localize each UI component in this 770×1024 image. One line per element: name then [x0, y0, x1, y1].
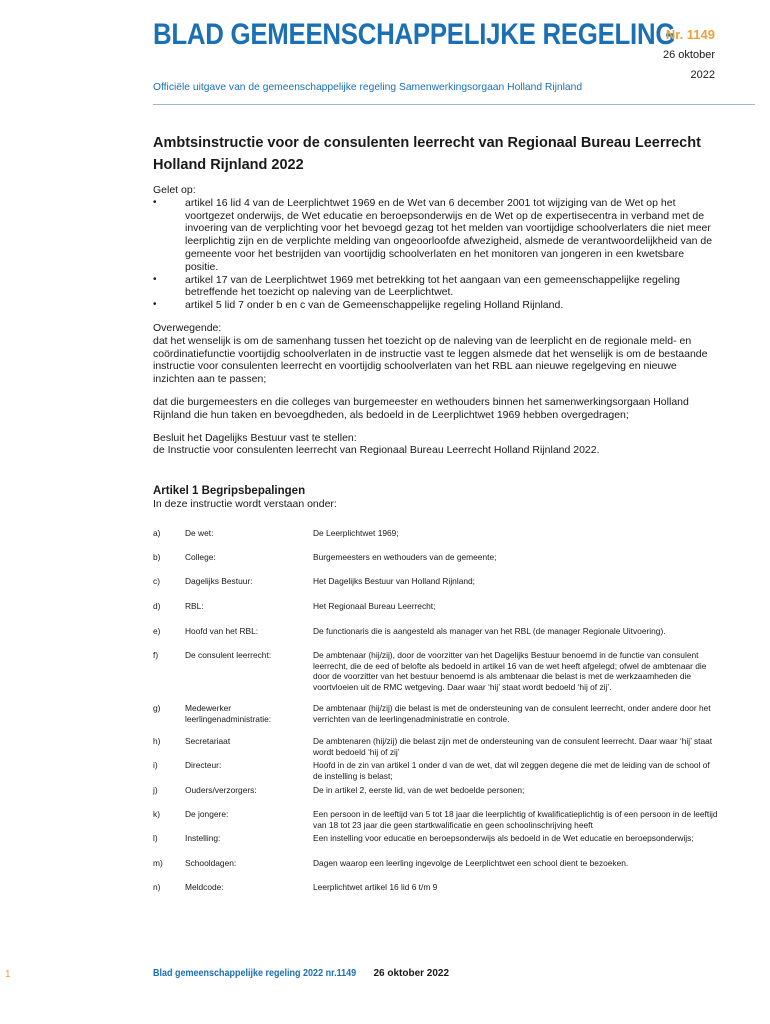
- list-item: • artikel 16 lid 4 van de Leerplichtwet 1969 en de Wet van 6 december 2001 tot wijziging van de Wet op het voortgezet onderwijs, de Wet educatie en beroepsonderwijs en de Wet op de expertisecentra in verband met de invoering van de verplichting voor het bevoegd gezag tot het melden van voortijdige schoolverlaters die niet meer leerplichtig zijn en de verplichte melding van ongeoorloofde afwezigheid, alsmede de verantwoordelijkheid van de gemeente voor het bestrijden van voortijdig schoolverlaten en het monitoren van jongeren in een kwetsbare positie.: [153, 197, 718, 274]
- gelet-op-label: Gelet op:: [153, 184, 196, 196]
- definition-description: Hoofd in de zin van artikel 1 onder d van de wet, dat wil zeggen degene die met de leiding van de school of de instelling is belast;: [313, 760, 710, 781]
- overwegende-text: dat het wenselijk is om de samenhang tussen het toezicht op de naleving van de leerplicht en de regionale meld- en coördinatiefunctie voortijdig schoolverlaten in de instructie vast te leggen alsmede dat het wenselijk is om de bestaande instructie voor consulenten leerrecht en voortijdig schoolverlaten van het RBL aan nieuwe regelgeving en nieuwe inzichten aan te passen;: [153, 334, 708, 386]
- footer-date: 26 oktober 2022: [373, 968, 450, 979]
- list-item: • artikel 5 lid 7 onder b en c van de Gemeenschappelijke regeling Holland Rijnland.: [153, 299, 718, 312]
- besluit-label: Besluit het Dagelijks Bestuur vast te stellen:: [153, 431, 357, 444]
- besluit-text: de Instructie voor consulenten leerrecht van Regionaal Bureau Leerrecht Holland Rijnland 2022.: [153, 444, 600, 457]
- definition-description: Een persoon in de leeftijd van 5 tot 18 jaar die leerplichtig of kwalificatieplichtig is of een persoon in de leeftijd van 18 tot 23 jaar die geen startkwalificatie en geen schoolinschrijving heeft: [313, 809, 718, 830]
- definition-description: De ambtenaar (hij/zij), door de voorzitter van het Dagelijks Bestuur benoemd in de functie van consulent leerrecht, die de eed of belofte als bedoeld in artikel 16 van de wet heeft afgelegd; ofwel de ambtenaar die door de voorzitter van het bestuur benoemd is als ambtenaar die belast is met de werkzaamheden die voortvloeien uit de RMC wetgeving. Daar waar ‘hij’ staat wordt bedoeld ‘hij of zij’.: [313, 650, 707, 692]
- definition-description: De ambtenaren (hij/zij) die belast zijn met de ondersteuning van de consulent leerrecht. Daar waar ‘hij’ staat wordt bedoeld ‘hij of zij’: [313, 736, 713, 757]
- burgemeesters-text: dat die burgemeesters en die colleges van burgemeester en wethouders binnen het samenwerkingsorgaan Holland Rijnland die hun taken en bevoegdheden, als bedoeld in de Leerplichtwet 1969 hebben overgedragen;: [153, 395, 689, 421]
- preamble: [153, 184, 718, 457]
- definition-term: Hoofd van het RBL:: [185, 626, 259, 636]
- definition-description: De functionaris die is aangesteld als manager van het RBL (de manager Regionale Uitvoering).: [313, 626, 666, 636]
- definition-term: RBL:: [185, 601, 204, 611]
- definition-description: De ambtenaar (hij/zij) die belast is met de ondersteuning van de consulent leerrecht, onder andere door het verrichten van de leerlingenadministratie en controle.: [313, 703, 711, 724]
- definition-letter: e): [153, 626, 161, 636]
- document-title-line-2: Holland Rijnland 2022: [153, 157, 304, 173]
- issue-year: 2022: [690, 69, 715, 81]
- definition-letter: g): [153, 703, 161, 713]
- definition-term: De jongere:: [185, 809, 229, 819]
- issue-number: Nr. 1149: [665, 27, 715, 42]
- definition-letter: n): [153, 882, 161, 892]
- article-title: Artikel 1 Begripsbepalingen: [153, 485, 306, 497]
- definition-letter: b): [153, 552, 161, 562]
- issue-info: [663, 25, 715, 85]
- definition-description: Het Dagelijks Bestuur van Holland Rijnland;: [313, 576, 475, 586]
- definition-description: Dagen waarop een leerling ingevolge de Leerplichtwet een school dient te bezoeken.: [313, 858, 629, 868]
- definition-letter: j): [153, 785, 158, 795]
- definition-description: Het Regionaal Bureau Leerrecht;: [313, 601, 436, 611]
- list-item: • artikel 17 van de Leerplichtwet 1969 met betrekking tot het aangaan van een gemeenschappelijke regeling betreffende het toezicht op naleving van de Leerplichtwet.: [153, 274, 718, 300]
- publication-subtitle: Officiële uitgave van de gemeenschappelijke regeling Samenwerkingsorgaan Holland Rijnland: [153, 82, 583, 93]
- definition-description: De in artikel 2, eerste lid, van de wet bedoelde personen;: [313, 785, 525, 795]
- header-divider: [153, 104, 755, 105]
- definition-term: College:: [185, 552, 216, 562]
- definition-letter: m): [153, 858, 163, 868]
- definition-term: De consulent leerrecht:: [185, 650, 272, 660]
- definition-term: Ouders/verzorgers:: [185, 785, 257, 795]
- definition-description: De Leerplichtwet 1969;: [313, 528, 399, 538]
- definition-term: Secretariaat: [185, 736, 231, 746]
- definition-term: De wet:: [185, 528, 214, 538]
- definition-term: Schooldagen:: [185, 858, 237, 868]
- definition-letter: h): [153, 736, 161, 746]
- definition-description: Burgemeesters en wethouders van de gemeente;: [313, 552, 497, 562]
- legal-basis-list: [153, 197, 718, 312]
- issue-date: 26 oktober: [663, 49, 715, 61]
- definition-term: Instelling:: [185, 833, 221, 843]
- article-1-header: [153, 485, 718, 511]
- definition-term: Directeur:: [185, 760, 222, 770]
- document-title-line-1: Ambtsinstructie voor de consulenten leerrecht van Regionaal Bureau Leerrecht: [153, 135, 701, 151]
- definition-letter: c): [153, 576, 160, 586]
- document-title: [153, 132, 733, 176]
- definition-letter: a): [153, 528, 161, 538]
- definition-term: Dagelijks Bestuur:: [185, 576, 253, 586]
- definition-letter: l): [153, 833, 158, 843]
- definition-description: Leerplichtwet artikel 16 lid 6 t/m 9: [313, 882, 438, 892]
- article-intro: In deze instructie wordt verstaan onder:: [153, 497, 337, 510]
- definition-letter: f): [153, 650, 159, 660]
- page-footer: [153, 968, 449, 979]
- publication-title: BLAD GEMEENSCHAPPELIJKE REGELING: [153, 18, 676, 51]
- footer-publication: Blad gemeenschappelijke regeling 2022 nr.1149: [153, 968, 357, 979]
- overwegende-label: Overwegende:: [153, 321, 222, 334]
- definition-term: Meldcode:: [185, 882, 224, 892]
- definition-letter: d): [153, 601, 161, 611]
- definition-term: Medewerker leerlingenadministratie:: [185, 703, 272, 724]
- page-number: 1: [5, 969, 11, 980]
- definition-letter: k): [153, 809, 160, 819]
- definition-letter: i): [153, 760, 158, 770]
- definition-description: Een instelling voor educatie en beroepsonderwijs als bedoeld in de Wet educatie en beroepsonderwijs;: [313, 833, 694, 843]
